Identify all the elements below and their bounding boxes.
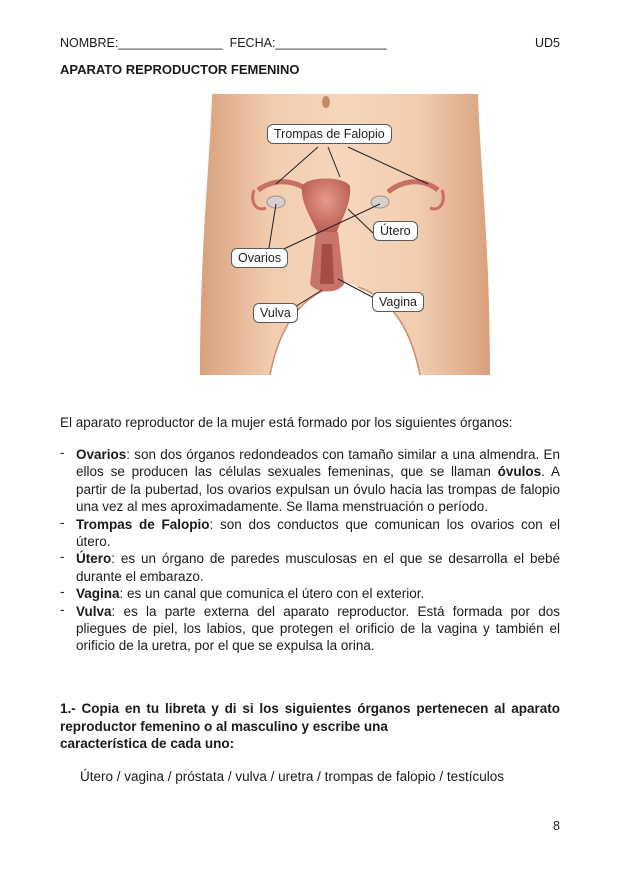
label-vagina: Vagina xyxy=(372,292,424,312)
organ-list xyxy=(60,446,560,655)
term: Ovarios xyxy=(76,447,127,462)
label-vulva: Vulva xyxy=(253,303,298,323)
unit-label: UD5 xyxy=(534,36,560,50)
label-utero: Útero xyxy=(373,221,418,241)
label-trompas: Trompas de Falopio xyxy=(267,124,392,144)
exercise-word-list: Útero / vagina / próstata / vulva / uretra / trompas de falopio / testículos xyxy=(80,769,504,784)
list-item: - Útero: es un órgano de paredes musculosas en el que se desarrolla el bebé durante el embarazo. xyxy=(60,549,560,584)
list-item: - Ovarios: son dos órganos redondeados con tamaño similar a una almendra. En ellos se producen las células sexuales femeninas, que se llaman óvulos. A partir de la pubertad, los ovarios expulsan un óvulo hacia las trompas de falopio una vez al mes aproximadamente. Se llama menstruación o período. xyxy=(60,445,560,515)
page-title: APARATO REPRODUCTOR FEMENINO xyxy=(60,62,300,77)
page-number: 8 xyxy=(553,819,560,833)
definition: : es la parte externa del aparato reproductor. Está formada por dos pliegues de piel, los labios, que protegen el orificio de la vagina y también el orificio de la uretra, por el que se expulsa la orina. xyxy=(76,603,560,654)
term: óvulos xyxy=(497,464,542,480)
list-item: - Trompas de Falopio: son dos conductos que comunican los ovarios con el útero. xyxy=(60,514,560,550)
navel xyxy=(322,96,330,108)
header-fields xyxy=(60,36,387,50)
list-item: - Vulva: es la parte externa del aparato reproductor. Está formada por dos pliegues de piel, los labios, que protegen el orificio de la vagina y también el orificio de la uretra, por el que se expulsa la orina. xyxy=(60,601,560,654)
date-field: FECHA:________________ xyxy=(229,36,387,50)
anatomy-figure xyxy=(198,94,492,375)
exercise-question xyxy=(60,700,560,753)
label-ovarios: Ovarios xyxy=(231,248,288,268)
term: Útero xyxy=(76,551,112,567)
right-ovary xyxy=(371,196,389,208)
definition: : son dos órganos redondeados con tamaño similar a una almendra. En ellos se producen las células sexuales femeninas, que se llaman xyxy=(76,447,560,480)
exercise-line-1: 1.- Copia en tu libreta y di si los siguientes órganos pertenecen al aparato reproductor femenino o al masculino y escribe una xyxy=(60,701,560,734)
list-item: - Vagina: es un canal que comunica el útero con el exterior. xyxy=(60,584,425,602)
exercise-line-2: característica de cada uno: xyxy=(60,736,235,751)
term: Trompas de Falopio xyxy=(76,516,210,532)
term: Vagina xyxy=(76,586,120,602)
name-field: NOMBRE:_______________ xyxy=(60,36,223,50)
definition: : es un canal que comunica el útero con el exterior. xyxy=(119,586,425,602)
intro-text: El aparato reproductor de la mujer está formado por los siguientes órganos: xyxy=(60,415,513,430)
definition: : son dos conductos que comunican los ovarios con el útero. xyxy=(76,516,560,550)
definition: : es un órgano de paredes musculosas en el que se desarrolla el bebé durante el embarazo. xyxy=(76,551,560,584)
term: Vulva xyxy=(76,603,112,619)
definition: . A partir de la pubertad, los ovarios expulsan un óvulo hacia las trompas de falopio una vez al mes aproximadamente. Se llama menstruación o período. xyxy=(76,464,560,515)
